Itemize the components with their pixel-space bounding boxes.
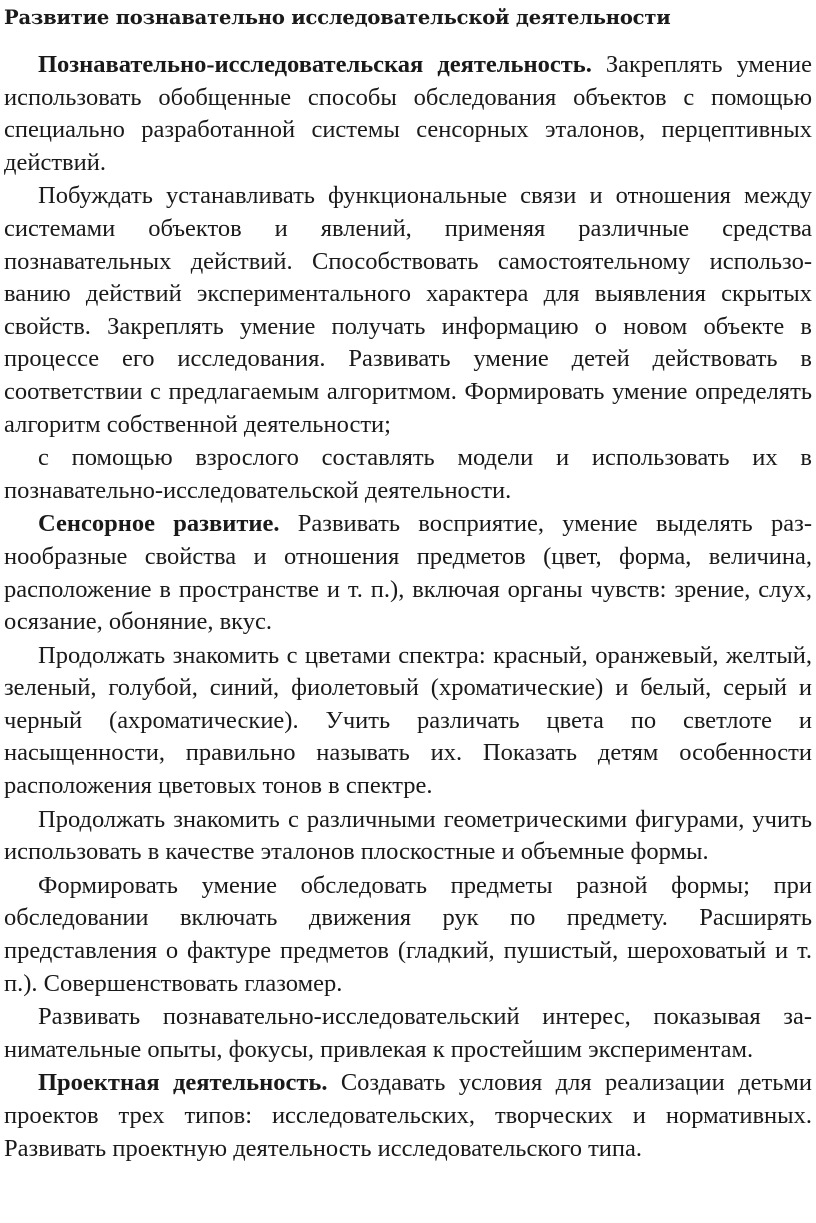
paragraph-lead: Познавательно-исследовательская деятельность. — [38, 51, 592, 78]
paragraph-models — [4, 442, 812, 507]
paragraph-text: Развивать восприятие, умение выделять разнообразные свойства и отношения предметов (цвет, форма, величина, расположение в пространстве и т. п.), включая органы чувств: зрение, слух, осязание, обоняние, вкус. — [4, 510, 812, 636]
paragraph-text: Продолжать знакомить с различными геометрическими фигурами, учить использовать в качестве эталонов плоскостные и объемные формы. — [4, 805, 812, 866]
paragraph-colors — [4, 640, 812, 803]
paragraph-lead: Проектная деятельность. — [38, 1069, 328, 1097]
paragraph-functional-links — [4, 180, 812, 441]
paragraph-text: Продолжать знакомить с цветами спектра: красный, оранжевый, желтый, зеленый, голубой, синий, фиолетовый (хроматические) и белый, серый и черный (ахроматические). Учить различать цвета по светлоте и насыщенности, правильно называть их. Показать детям особенности расположения цветовых тонов в спектре. — [4, 641, 812, 800]
paragraph-geometric-shapes — [4, 804, 812, 869]
paragraph-text: Побуждать устанавливать функциональные связи и отношения между системами объектов и явлений, применяя различные средства познавательных действий. Способствовать самостоятельному использованию действий экспериментального характера для выявления скрытых свойств. Закреплять умение получать информацию о новом объекте в процессе его исследования. Развивать умение детей действовать в соответствии с предлагаемым алгоритмом. Формировать умение определять алгоритм собственной деятельности; — [4, 182, 812, 438]
paragraph-text: Формировать умение обследовать предметы разной формы; при обследовании включать движения рук по предмету. Расширять представления о фактуре предметов (гладкий, пушистый, шероховатый и т. п.). Совершенствовать глазомер. — [4, 871, 812, 997]
document-title: Развитие познавательно исследовательской деятельности — [4, 6, 671, 29]
paragraph-sensory-development — [4, 508, 812, 638]
paragraph-examine-objects — [4, 870, 812, 1000]
paragraph-text: с помощью взрослого составлять модели и использовать их в познавательно-исследовательской деятельности. — [4, 444, 812, 504]
paragraph-cognitive-research — [4, 49, 812, 179]
paragraph-text: Создавать условия для реализации детьми проектов трех типов: исследовательских, творческих и нормативных. Развивать проектную деятельность исследовательского типа. — [4, 1069, 812, 1162]
paragraph-lead: Сенсорное развитие. — [38, 510, 280, 538]
paragraph-interest — [4, 1001, 812, 1066]
paragraph-text: Развивать познавательно-исследовательский интерес, показывая занимательные опыты, фокусы, привлекая к простейшим экспериментам. — [4, 1003, 812, 1063]
paragraph-project-activity — [4, 1067, 812, 1165]
paragraph-text: Закреплять умение использовать обобщенные способы обследования объектов с помощью специально разработанной системы сенсорных эталонов, перцептивных действий. — [4, 51, 812, 176]
